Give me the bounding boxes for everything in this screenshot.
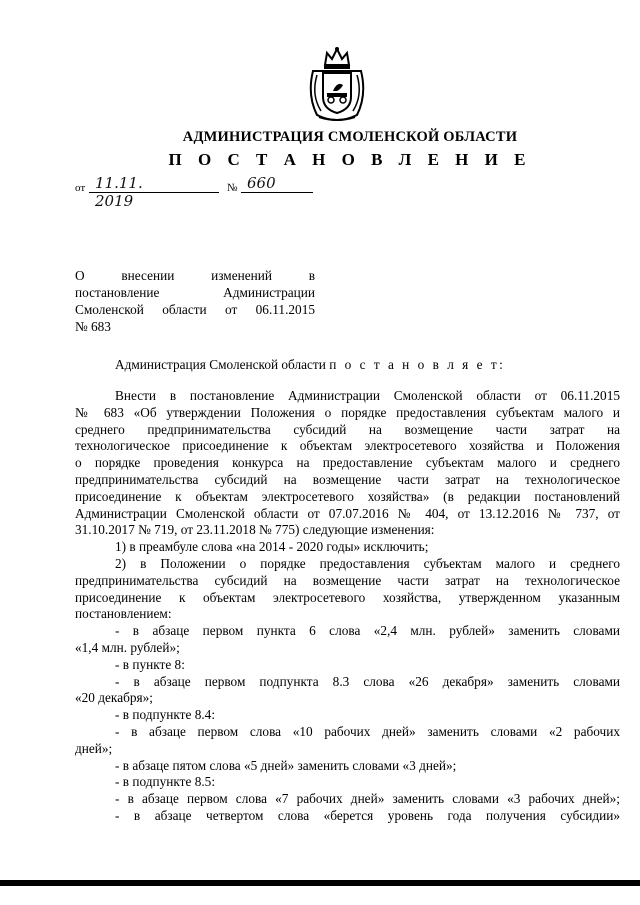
organization-title: АДМИНИСТРАЦИЯ СМОЛЕНСКОЙ ОБЛАСТИ bbox=[182, 129, 518, 145]
body-line: дней»; bbox=[75, 740, 113, 756]
body-line: присоединение к объектам электросетевого хозяйства» (в редакции постановлений bbox=[75, 488, 620, 504]
date-label: от bbox=[75, 182, 86, 194]
coat-of-arms-icon bbox=[303, 45, 371, 125]
body-line: «1,4 млн. рублей»; bbox=[75, 639, 180, 655]
body-line: - в пункте 8: bbox=[115, 656, 185, 672]
number-label: № bbox=[227, 182, 238, 194]
body-line: Внести в постановление Администрации Смоленской области от 06.11.2015 bbox=[115, 388, 620, 403]
document-body bbox=[75, 388, 620, 825]
decree-action: п о с т а н о в л я е т: bbox=[329, 357, 506, 372]
decree-statement bbox=[115, 357, 505, 373]
body-line: - в абзаце первом слова «7 рабочих дней» заменить словами «3 рабочих дней»; bbox=[115, 791, 620, 807]
body-line: предпринимательства субсидий на возмещение части затрат на технологическое bbox=[75, 471, 620, 487]
date-underline bbox=[89, 192, 219, 193]
body-line: 2) в Положении о порядке предоставления субъектам малого и среднего bbox=[115, 555, 620, 571]
subject-line-2: постановление Администрации bbox=[75, 285, 315, 300]
body-line: - в абзаце четвертом слова «берется уровень года получения субсидии» bbox=[115, 807, 620, 823]
number-value: 660 bbox=[247, 174, 276, 192]
document-subject bbox=[75, 267, 315, 335]
body-line: - в абзаце пятом слова «5 дней» заменить словами «3 дней»; bbox=[115, 757, 457, 773]
body-line: - в подпункте 8.4: bbox=[115, 707, 216, 723]
document-type-title: П О С Т А Н О В Л Е Н И Е bbox=[168, 150, 532, 169]
body-line: постановлением: bbox=[75, 606, 172, 622]
subject-line-3: Смоленской области от 06.11.2015 bbox=[75, 302, 315, 317]
date-value: 11.11. 2019 bbox=[95, 174, 143, 210]
decree-prefix: Администрация Смоленской области bbox=[115, 357, 330, 372]
scan-bottom-bar bbox=[0, 880, 640, 886]
body-line: Администрации Смоленской области от 07.07.2016 № 404, от 13.12.2016 № 737, от bbox=[75, 505, 620, 521]
body-line: - в абзаце первом подпункта 8.3 слова «26 декабря» заменить словами bbox=[115, 673, 620, 689]
subject-line-1: О внесении изменений в bbox=[75, 268, 316, 283]
body-line: присоединение к объектам электросетевого хозяйства, утвержденном указанным bbox=[75, 589, 620, 605]
body-line: среднего предпринимательства субсидий на возмещение части затрат на bbox=[75, 421, 620, 437]
body-line: 1) в преамбуле слова «на 2014 - 2020 годы» исключить; bbox=[115, 539, 429, 555]
body-line: «20 декабря»; bbox=[75, 690, 153, 706]
body-line: - в абзаце первом слова «10 рабочих дней» заменить словами «2 рабочих bbox=[115, 723, 620, 739]
body-line: - в подпункте 8.5: bbox=[115, 774, 216, 790]
body-line: о порядке проведения конкурса на предоставление субъектам малого и среднего bbox=[75, 455, 620, 471]
body-line: № 683 «Об утверждении Положения о порядке предоставления субъектам малого и bbox=[75, 404, 620, 420]
body-line: технологическое присоединение к объектам электросетевого хозяйства и Положения bbox=[75, 438, 620, 454]
number-underline bbox=[241, 192, 313, 193]
body-line: - в абзаце первом пункта 6 слова «2,4 млн. рублей» заменить словами bbox=[115, 623, 620, 639]
body-line: 31.10.2017 № 719, от 23.11.2018 № 775) следующие изменения: bbox=[75, 522, 435, 538]
body-line: предпринимательства субсидий на возмещение части затрат на технологическое bbox=[75, 572, 620, 588]
subject-line-4: № 683 bbox=[75, 319, 111, 334]
